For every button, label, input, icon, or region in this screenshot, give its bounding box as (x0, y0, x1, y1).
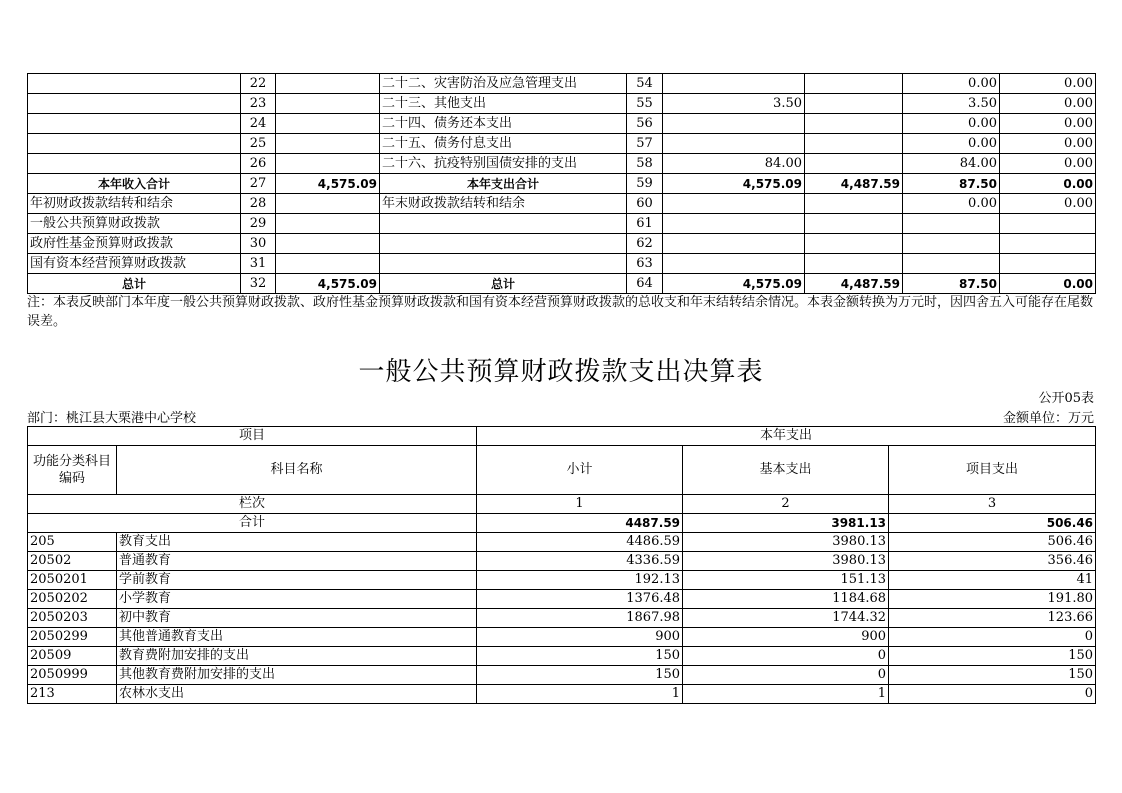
subtotal-value: 1376.48 (477, 590, 683, 609)
func-code: 2050299 (28, 628, 117, 647)
total-project: 506.46 (889, 514, 1096, 533)
expense-project: 0.00 (903, 194, 1000, 214)
income-item (28, 154, 241, 174)
subtotal-value: 150 (477, 666, 683, 685)
income-line-no: 27 (241, 174, 276, 194)
income-line-no: 24 (241, 114, 276, 134)
project-value: 506.46 (889, 533, 1096, 552)
expense-line-no: 62 (627, 234, 663, 254)
func-code: 205 (28, 533, 117, 552)
func-code: 2050999 (28, 666, 117, 685)
header-project-exp: 项目支出 (889, 446, 1096, 495)
func-code: 2050202 (28, 590, 117, 609)
basic-value: 1 (683, 685, 889, 704)
expense-line-no: 58 (627, 154, 663, 174)
expense-line-no: 56 (627, 114, 663, 134)
subtotal-value: 1867.98 (477, 609, 683, 628)
header-project: 项目 (28, 427, 477, 446)
subtotal-value: 1 (477, 685, 683, 704)
summary-row (28, 94, 1096, 114)
summary-row (28, 154, 1096, 174)
income-line-no: 26 (241, 154, 276, 174)
expense-item (380, 254, 627, 274)
page-title: 一般公共预算财政拨款支出决算表 (358, 357, 764, 387)
subject-name: 学前教育 (117, 571, 477, 590)
table-row (28, 628, 1096, 647)
expense-basic (805, 254, 903, 274)
expense-total (663, 114, 805, 134)
summary-row (28, 274, 1096, 294)
basic-value: 1744.32 (683, 609, 889, 628)
expense-other: 0.00 (1000, 274, 1096, 294)
expense-project (903, 214, 1000, 234)
expense-line-no: 61 (627, 214, 663, 234)
header-current-year: 本年支出 (477, 427, 1096, 446)
expense-item: 年末财政拨款结转和结余 (380, 194, 627, 214)
expense-other (1000, 214, 1096, 234)
subject-name: 农林水支出 (117, 685, 477, 704)
income-amount (276, 254, 380, 274)
summary-row (28, 134, 1096, 154)
income-item: 年初财政拨款结转和结余 (28, 194, 241, 214)
basic-value: 151.13 (683, 571, 889, 590)
expense-project: 0.00 (903, 74, 1000, 94)
basic-value: 0 (683, 647, 889, 666)
header-col3: 3 (889, 495, 1096, 514)
project-value: 191.80 (889, 590, 1096, 609)
expense-line-no: 63 (627, 254, 663, 274)
income-amount: 4,575.09 (276, 274, 380, 294)
subtotal-value: 150 (477, 647, 683, 666)
func-code: 2050201 (28, 571, 117, 590)
header-subject-name: 科目名称 (117, 446, 477, 495)
expense-item: 二十二、灾害防治及应急管理支出 (380, 74, 627, 94)
income-line-no: 22 (241, 74, 276, 94)
income-item (28, 94, 241, 114)
income-line-no: 29 (241, 214, 276, 234)
expense-project: 0.00 (903, 134, 1000, 154)
header-basic: 基本支出 (683, 446, 889, 495)
budget-summary-table (27, 73, 1096, 294)
income-line-no: 30 (241, 234, 276, 254)
income-item: 本年收入合计 (28, 174, 241, 194)
income-amount (276, 154, 380, 174)
expense-other: 0.00 (1000, 134, 1096, 154)
basic-value: 1184.68 (683, 590, 889, 609)
expense-total: 4,575.09 (663, 274, 805, 294)
expense-total (663, 74, 805, 94)
income-amount (276, 214, 380, 234)
table-row (28, 609, 1096, 628)
project-value: 150 (889, 647, 1096, 666)
income-amount: 4,575.09 (276, 174, 380, 194)
expense-basic (805, 74, 903, 94)
total-subtotal: 4487.59 (477, 514, 683, 533)
expense-basic (805, 234, 903, 254)
subject-name: 其他普通教育支出 (117, 628, 477, 647)
header-subtotal: 小计 (477, 446, 683, 495)
subtotal-value: 900 (477, 628, 683, 647)
expense-total (663, 194, 805, 214)
expense-item (380, 234, 627, 254)
subject-name: 初中教育 (117, 609, 477, 628)
subject-name: 普通教育 (117, 552, 477, 571)
summary-row (28, 114, 1096, 134)
income-item: 政府性基金预算财政拨款 (28, 234, 241, 254)
expense-other: 0.00 (1000, 114, 1096, 134)
expense-total (663, 214, 805, 234)
expense-line-no: 55 (627, 94, 663, 114)
expense-project: 0.00 (903, 114, 1000, 134)
subject-name: 教育支出 (117, 533, 477, 552)
expense-item: 本年支出合计 (380, 174, 627, 194)
header-col2: 2 (683, 495, 889, 514)
expense-item (380, 214, 627, 234)
table-row (28, 685, 1096, 704)
expense-line-no: 57 (627, 134, 663, 154)
summary-row (28, 234, 1096, 254)
expense-basic (805, 114, 903, 134)
expense-basic (805, 94, 903, 114)
expense-basic: 4,487.59 (805, 274, 903, 294)
summary-row (28, 254, 1096, 274)
income-line-no: 28 (241, 194, 276, 214)
income-item (28, 114, 241, 134)
subject-name: 教育费附加安排的支出 (117, 647, 477, 666)
table-row (28, 533, 1096, 552)
department-label: 部门：桃江县大栗港中心学校 (27, 411, 197, 426)
func-code: 213 (28, 685, 117, 704)
income-item: 国有资本经营预算财政拨款 (28, 254, 241, 274)
table-row (28, 571, 1096, 590)
table-note: 注：本表反映部门本年度一般公共预算财政拨款、政府性基金预算财政拨款和国有资本经营预算财政拨款的总收支和年末结转结余情况。本表金额转换为万元时，因四舍五入可能存在尾数误差。 (27, 295, 1094, 329)
expense-basic (805, 154, 903, 174)
expense-other: 0.00 (1000, 154, 1096, 174)
basic-value: 3980.13 (683, 552, 889, 571)
subject-name: 小学教育 (117, 590, 477, 609)
income-amount (276, 94, 380, 114)
expense-other: 0.00 (1000, 174, 1096, 194)
expense-project: 87.50 (903, 174, 1000, 194)
form-code: 公开05表 (1038, 391, 1094, 406)
project-value: 356.46 (889, 552, 1096, 571)
total-basic: 3981.13 (683, 514, 889, 533)
expense-project (903, 234, 1000, 254)
income-amount (276, 194, 380, 214)
expense-item: 总计 (380, 274, 627, 294)
table-row (28, 647, 1096, 666)
expense-project: 84.00 (903, 154, 1000, 174)
expense-project: 87.50 (903, 274, 1000, 294)
expense-total: 84.00 (663, 154, 805, 174)
project-value: 41 (889, 571, 1096, 590)
income-item: 总计 (28, 274, 241, 294)
income-amount (276, 234, 380, 254)
income-line-no: 31 (241, 254, 276, 274)
basic-value: 900 (683, 628, 889, 647)
subject-name: 其他教育费附加安排的支出 (117, 666, 477, 685)
summary-row (28, 214, 1096, 234)
income-amount (276, 74, 380, 94)
summary-row (28, 74, 1096, 94)
expense-basic (805, 134, 903, 154)
expense-item: 二十四、债务还本支出 (380, 114, 627, 134)
basic-value: 0 (683, 666, 889, 685)
expense-other: 0.00 (1000, 74, 1096, 94)
income-item: 一般公共预算财政拨款 (28, 214, 241, 234)
project-value: 123.66 (889, 609, 1096, 628)
income-item (28, 134, 241, 154)
project-value: 0 (889, 628, 1096, 647)
table-row (28, 590, 1096, 609)
income-line-no: 32 (241, 274, 276, 294)
expense-project: 3.50 (903, 94, 1000, 114)
expense-basic (805, 194, 903, 214)
expense-total (663, 134, 805, 154)
expense-item: 二十六、抗疫特别国债安排的支出 (380, 154, 627, 174)
income-amount (276, 134, 380, 154)
expense-total (663, 254, 805, 274)
income-line-no: 25 (241, 134, 276, 154)
expense-line-no: 60 (627, 194, 663, 214)
expense-total: 4,575.09 (663, 174, 805, 194)
func-code: 20502 (28, 552, 117, 571)
summary-row (28, 174, 1096, 194)
func-code: 20509 (28, 647, 117, 666)
header-col1: 1 (477, 495, 683, 514)
project-value: 0 (889, 685, 1096, 704)
table-row (28, 666, 1096, 685)
income-line-no: 23 (241, 94, 276, 114)
expense-other (1000, 254, 1096, 274)
expense-line-no: 64 (627, 274, 663, 294)
total-label: 合计 (28, 514, 477, 533)
subtotal-value: 4486.59 (477, 533, 683, 552)
expense-other: 0.00 (1000, 94, 1096, 114)
expense-total: 3.50 (663, 94, 805, 114)
income-amount (276, 114, 380, 134)
expense-basic: 4,487.59 (805, 174, 903, 194)
table-row (28, 552, 1096, 571)
header-func-code: 功能分类科目编码 (28, 446, 117, 495)
expense-item: 二十五、债务付息支出 (380, 134, 627, 154)
summary-row (28, 194, 1096, 214)
func-code: 2050203 (28, 609, 117, 628)
expense-line-no: 54 (627, 74, 663, 94)
unit-label: 金额单位：万元 (1002, 411, 1094, 426)
expense-item: 二十三、其他支出 (380, 94, 627, 114)
expense-project (903, 254, 1000, 274)
expense-line-no: 59 (627, 174, 663, 194)
expense-basic (805, 214, 903, 234)
basic-value: 3980.13 (683, 533, 889, 552)
expense-total (663, 234, 805, 254)
expense-other (1000, 234, 1096, 254)
header-column-no: 栏次 (28, 495, 477, 514)
income-item (28, 74, 241, 94)
project-value: 150 (889, 666, 1096, 685)
subtotal-value: 192.13 (477, 571, 683, 590)
expense-other: 0.00 (1000, 194, 1096, 214)
subtotal-value: 4336.59 (477, 552, 683, 571)
expenditure-table (27, 426, 1096, 704)
